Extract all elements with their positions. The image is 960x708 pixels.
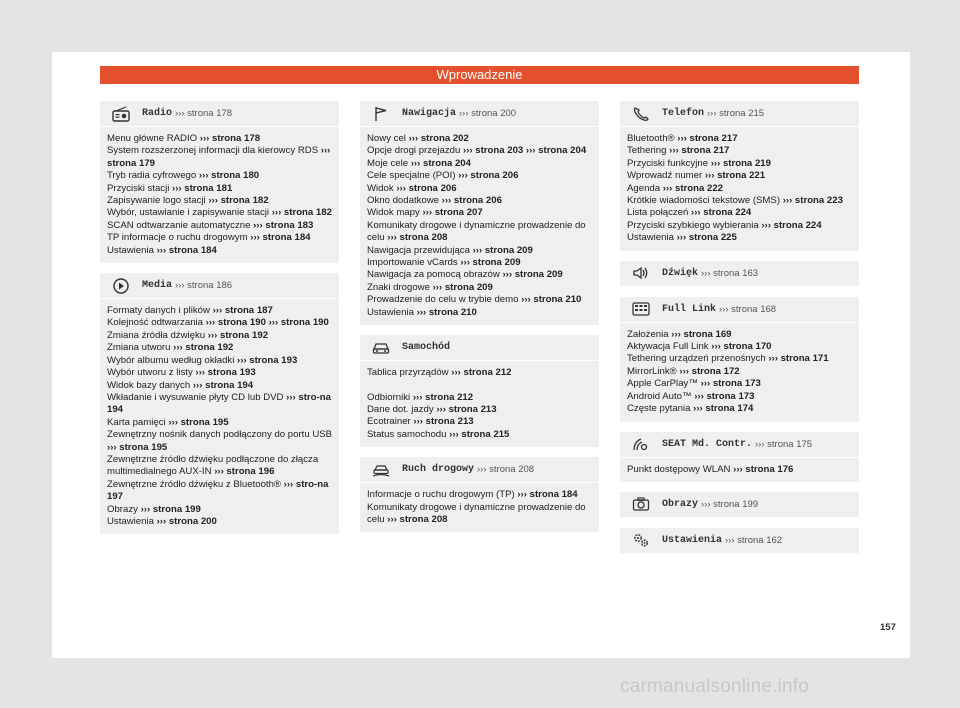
entry-text: Dane dot. jazdy: [367, 403, 437, 415]
settings-icon: [620, 530, 662, 550]
section-title: Obrazy: [662, 498, 699, 510]
section-page-ref[interactable]: ››› strona 208: [477, 464, 535, 476]
section-media: [100, 273, 339, 534]
entry-page-ref[interactable]: ››› strona 196: [214, 466, 275, 478]
index-entry: [627, 220, 853, 232]
index-entry: [107, 429, 333, 454]
section-title: Samochód: [402, 342, 451, 354]
section-header: [620, 101, 859, 127]
entry-page-ref[interactable]: ››› strona 184: [517, 489, 578, 501]
section-samochód: [360, 335, 599, 447]
index-entry: [627, 403, 853, 415]
entry-page-ref[interactable]: ››› strona 195: [168, 416, 229, 428]
entry-page-ref[interactable]: ››› strona 184: [156, 244, 217, 256]
section-header: [620, 432, 859, 458]
sound-icon: [620, 263, 662, 283]
entry-text: Tethering: [627, 145, 670, 157]
entry-text: Wybór, ustawianie i zapisywanie stacji: [107, 207, 272, 219]
entry-text: Status samochodu: [367, 428, 450, 440]
section-page-ref[interactable]: ››› strona 162: [725, 534, 783, 546]
index-entry: [107, 504, 333, 516]
entry-text: Wprowadź numer: [627, 170, 705, 182]
entry-text: Ecotrainer: [367, 416, 414, 428]
section-page-ref[interactable]: ››› strona 175: [755, 438, 813, 450]
entry-page-ref[interactable]: ››› strona 182: [271, 207, 332, 219]
entry-text: Apple CarPlay™: [627, 378, 701, 390]
entry-page-ref[interactable]: ››› strona 206: [441, 195, 502, 207]
section-nawigacja: [360, 101, 599, 325]
index-entry: [367, 195, 593, 207]
page-number: 157: [880, 622, 896, 633]
entry-page-ref[interactable]: ››› strona 204: [410, 157, 471, 169]
index-entry: [107, 145, 333, 170]
entry-page-ref[interactable]: ››› strona 169: [671, 328, 732, 340]
entry-page-ref[interactable]: ››› strona 209: [472, 244, 533, 256]
entry-page-ref[interactable]: ››› strona 213: [413, 416, 474, 428]
seat-connect-icon: [620, 434, 662, 454]
entry-page-ref[interactable]: ››› strona 225: [676, 232, 737, 244]
index-entry: [627, 232, 853, 244]
entry-text: Agenda: [627, 182, 663, 194]
index-entry: [107, 317, 333, 329]
entry-page-ref[interactable]: ››› strona 170: [711, 341, 772, 353]
entry-page-ref[interactable]: ››› strona 200: [156, 515, 217, 527]
entry-text: SCAN odtwarzanie automatyczne: [107, 219, 254, 231]
section-items: [100, 299, 339, 534]
entry-text: Przyciski funkcyjne: [627, 157, 711, 169]
section-header: [620, 297, 859, 323]
entry-text: Zewnętrzny nośnik danych podłączony do portu USB: [107, 429, 333, 441]
entry-text: Widok mapy: [367, 207, 423, 219]
section-telefon: [620, 101, 859, 251]
entry-page-ref[interactable]: ››› strona 181: [172, 182, 233, 194]
entry-page-ref[interactable]: ››› strona 195: [107, 441, 168, 453]
index-entry: [107, 367, 333, 379]
index-entry: [627, 378, 853, 390]
entry-text: Zewnętrzne źródło dźwięku z Bluetooth®: [107, 478, 284, 490]
entry-text: Bluetooth®: [627, 133, 678, 144]
index-entry: [107, 454, 333, 479]
index-entry: [367, 133, 593, 145]
entry-text: Częste pytania: [627, 403, 694, 415]
entry-text: Założenia: [627, 328, 672, 340]
entry-page-ref[interactable]: ››› strona 209: [502, 269, 563, 281]
index-entry: [367, 220, 593, 245]
column-1: [100, 101, 339, 544]
section-title: Media: [142, 280, 173, 292]
index-entry: [367, 502, 593, 527]
entry-page-ref[interactable]: ››› strona 203 ››› strona 204: [463, 145, 587, 157]
entry-text: Zapisywanie logo stacji: [107, 195, 209, 207]
index-entry: [367, 269, 593, 281]
entry-text: Moje cele: [367, 157, 411, 169]
section-page-ref[interactable]: ››› strona 178: [175, 108, 233, 119]
entry-page-ref[interactable]: ››› strona 208: [387, 232, 448, 244]
entry-text: Znaki drogowe: [367, 281, 433, 293]
section-header: [360, 335, 599, 361]
section-header: [100, 101, 339, 127]
section-title: Nawigacja: [402, 108, 457, 119]
entry-page-ref[interactable]: ››› strona 207: [422, 207, 483, 219]
section-items: [360, 483, 599, 532]
entry-page-ref[interactable]: ››› strona 213: [436, 403, 497, 415]
entry-page-ref[interactable]: ››› strona 192: [173, 342, 234, 354]
entry-page-ref[interactable]: ››› strona 217: [669, 145, 730, 157]
entry-page-ref[interactable]: ››› strona 199: [140, 503, 201, 515]
index-entry: [367, 207, 593, 219]
entry-page-ref[interactable]: ››› strona 215: [449, 428, 510, 440]
section-title: Telefon: [662, 108, 705, 119]
entry-page-ref[interactable]: ››› strona 202: [408, 133, 469, 144]
spacer: [367, 380, 593, 392]
entry-page-ref[interactable]: ››› strona 174: [693, 403, 754, 415]
index-entry: [107, 170, 333, 182]
entry-text: Importowanie vCards: [367, 257, 461, 269]
index-entry: [367, 489, 593, 501]
radio-icon: [100, 104, 142, 124]
index-entry: [367, 257, 593, 269]
entry-text: Ustawienia: [367, 306, 417, 318]
index-entry: [107, 516, 333, 528]
index-entry: [107, 220, 333, 232]
entry-text: Wkładanie i wysuwanie płyty CD lub DVD: [107, 391, 287, 403]
entry-text: Krótkie wiadomości tekstowe (SMS): [627, 195, 783, 207]
index-entry: [627, 391, 853, 403]
section-items: [100, 127, 339, 263]
index-entry: [627, 145, 853, 157]
entry-text: Ustawienia: [627, 232, 677, 244]
section-items: [360, 127, 599, 325]
entry-page-ref[interactable]: ››› strona 223: [782, 195, 843, 207]
entry-page-ref[interactable]: ››› strona 193: [237, 354, 298, 366]
index-entry: [627, 353, 853, 365]
watermark: carmanualsonline.info: [620, 676, 810, 697]
entry-text: Zewnętrzne źródło dźwięku podłączone do złącza multimedialnego AUX-IN: [107, 453, 319, 478]
entry-text: Ustawienia: [107, 515, 157, 527]
entry-text: Karta pamięci: [107, 416, 169, 428]
section-header: [620, 528, 859, 554]
section-full-link: [620, 297, 859, 422]
section-header: [360, 101, 599, 127]
section-page-ref[interactable]: ››› strona 199: [701, 498, 759, 510]
index-entry: [107, 207, 333, 219]
index-entry: [107, 479, 333, 504]
index-entry: [107, 232, 333, 244]
entry-text: Menu główne RADIO: [107, 133, 200, 144]
entry-page-ref[interactable]: ››› strona 212: [412, 391, 474, 403]
index-entry: [627, 195, 853, 207]
entry-text: Ustawienia: [107, 244, 157, 256]
entry-page-ref[interactable]: ››› strona 171: [768, 353, 829, 365]
index-entry: [107, 330, 333, 342]
phone-icon: [620, 104, 662, 124]
traffic-icon: [360, 460, 402, 480]
entry-text: Punkt dostępowy WLAN: [627, 463, 734, 475]
entry-text: Prowadzenie do celu w trybie demo: [367, 294, 522, 306]
index-entry: [367, 170, 593, 182]
entry-page-ref[interactable]: ››› stro-na 197: [107, 478, 329, 503]
section-page-ref[interactable]: ››› strona 168: [719, 303, 777, 315]
entry-text: Nawigacja przewidująca: [367, 244, 473, 256]
section-header: [620, 261, 859, 287]
index-entry: [367, 307, 593, 319]
section-header: [100, 273, 339, 299]
entry-text: Aktywacja Full Link: [627, 341, 712, 353]
entry-text: Komunikaty drogowe i dynamiczne prowadzenie do celu: [367, 219, 586, 244]
index-entry: [627, 341, 853, 353]
entry-page-ref[interactable]: ››› strona 194: [192, 379, 254, 391]
entry-text: Okno dodatkowe: [367, 195, 442, 207]
section-title: Radio: [142, 108, 173, 119]
section-radio: [100, 101, 339, 263]
section-ruch-drogowy: [360, 457, 599, 532]
index-entry: [367, 392, 593, 404]
index-entry: [107, 392, 333, 417]
section-header: [360, 457, 599, 483]
section-page-ref[interactable]: ››› strona 186: [175, 280, 233, 292]
entry-page-ref[interactable]: ››› strona 206: [458, 170, 519, 182]
entry-text: Tablica przyrządów: [367, 367, 452, 379]
entry-page-ref[interactable]: ››› strona 210: [416, 306, 477, 318]
index-entry: [107, 195, 333, 207]
entry-page-ref[interactable]: ››› strona 206: [396, 182, 457, 194]
entry-page-ref[interactable]: ››› strona 176: [733, 463, 794, 475]
entry-page-ref[interactable]: ››› strona 219: [710, 157, 771, 169]
section-title: Full Link: [662, 303, 717, 315]
entry-text: Zmiana źródła dźwięku: [107, 329, 208, 341]
entry-page-ref[interactable]: ››› strona 172: [679, 365, 740, 377]
entry-page-ref[interactable]: ››› strona 178: [199, 133, 261, 144]
index-entry: [627, 207, 853, 219]
entry-text: Wybór albumu według okładki: [107, 354, 238, 366]
entry-page-ref[interactable]: ››› strona 210: [521, 294, 582, 306]
index-entry: [627, 170, 853, 182]
entry-page-ref[interactable]: ››› strona 173: [694, 390, 755, 402]
entry-text: Kolejność odtwarzania: [107, 317, 206, 329]
entry-page-ref[interactable]: ››› strona 209: [432, 281, 493, 293]
entry-page-ref[interactable]: ››› strona 179: [107, 145, 331, 169]
index-entry: [367, 416, 593, 428]
index-entry: [367, 404, 593, 416]
section-page-ref[interactable]: ››› strona 163: [701, 267, 759, 279]
entry-page-ref[interactable]: ››› strona 209: [460, 257, 521, 269]
entry-text: Przyciski szybkiego wybierania: [627, 219, 762, 231]
index-entry: [367, 367, 593, 379]
entry-page-ref[interactable]: ››› strona 224: [761, 219, 822, 231]
index-entry: [367, 183, 593, 195]
entry-page-ref[interactable]: ››› strona 183: [253, 219, 314, 231]
section-items: [620, 127, 859, 251]
section-ustawienia: [620, 528, 859, 554]
index-entry: [627, 366, 853, 378]
entry-page-ref[interactable]: ››› strona 224: [691, 207, 752, 219]
index-entry: [107, 342, 333, 354]
section-items: [620, 458, 859, 482]
entry-text: Informacje o ruchu drogowym (TP): [367, 489, 518, 501]
index-entry: [627, 158, 853, 170]
car-icon: [360, 338, 402, 358]
entry-text: Opcje drogi przejazdu: [367, 145, 463, 157]
index-entry: [627, 329, 853, 341]
index-entry: [367, 282, 593, 294]
entry-text: System rozszerzonej informacji dla kierowcy RDS: [107, 145, 321, 157]
column-3: [620, 101, 859, 564]
entry-text: Formaty danych i plików: [107, 305, 213, 317]
index-entry: [107, 417, 333, 429]
entry-page-ref[interactable]: ››› strona 222: [662, 182, 723, 194]
index-entry: [107, 245, 333, 257]
entry-page-ref[interactable]: ››› strona 173: [700, 378, 761, 390]
column-2: [360, 101, 599, 542]
section-seat-md-contr-: [620, 432, 859, 482]
entry-text: Android Auto™: [627, 390, 695, 402]
page-header: Wprowadzenie: [100, 66, 859, 84]
entry-text: Cele specjalne (POI): [367, 170, 459, 182]
index-entry: [627, 183, 853, 195]
entry-text: Tethering urządzeń przenośnych: [627, 353, 769, 365]
section-title: Dźwięk: [662, 267, 699, 279]
entry-text: Nowy cel: [367, 133, 409, 144]
entry-text: MirrorLink®: [627, 365, 680, 377]
index-entry: [367, 429, 593, 441]
full-link-icon: [620, 299, 662, 319]
section-header: [620, 492, 859, 518]
index-entry: [107, 305, 333, 317]
section-dźwięk: [620, 261, 859, 287]
entry-text: Przyciski stacji: [107, 182, 173, 194]
entry-text: Tryb radia cyfrowego: [107, 170, 199, 182]
entry-text: Odbiorniki: [367, 391, 413, 403]
section-items: [620, 323, 859, 422]
entry-page-ref[interactable]: ››› strona 187: [212, 305, 273, 317]
entry-page-ref[interactable]: ››› strona 184: [250, 232, 311, 244]
section-items: [360, 361, 599, 447]
section-obrazy: [620, 492, 859, 518]
index-entry: [367, 245, 593, 257]
play-icon: [100, 276, 142, 296]
entry-page-ref[interactable]: ››› strona 212: [451, 367, 512, 379]
entry-page-ref[interactable]: ››› strona 182: [208, 195, 269, 207]
entry-page-ref[interactable]: ››› strona 180: [198, 170, 260, 182]
section-page-ref[interactable]: ››› strona 200: [459, 108, 517, 119]
entry-page-ref[interactable]: ››› stro-na 194: [107, 391, 331, 416]
entry-page-ref[interactable]: ››› strona 190 ››› strona 190: [205, 317, 329, 329]
entry-page-ref[interactable]: ››› strona 221: [704, 170, 766, 182]
index-entry: [107, 380, 333, 392]
section-title: SEAT Md. Contr.: [662, 438, 753, 450]
section-page-ref[interactable]: ››› strona 215: [707, 108, 765, 119]
index-entry: [627, 133, 853, 145]
entry-page-ref[interactable]: ››› strona 208: [387, 513, 448, 525]
section-title: Ustawienia: [662, 534, 723, 546]
index-entry: [107, 355, 333, 367]
index-entry: [367, 294, 593, 306]
entry-text: Komunikaty drogowe i dynamiczne prowadzenie do celu: [367, 501, 586, 525]
entry-text: Widok bazy danych: [107, 379, 193, 391]
entry-text: Lista połączeń: [627, 207, 691, 219]
entry-text: Wybór utworu z listy: [107, 367, 196, 379]
entry-text: Obrazy: [107, 503, 141, 515]
flag-icon: [360, 104, 402, 124]
entry-page-ref[interactable]: ››› strona 217: [677, 133, 738, 144]
entry-page-ref[interactable]: ››› strona 192: [207, 329, 269, 341]
index-entry: [107, 133, 333, 145]
index-entry: [627, 464, 853, 476]
section-title: Ruch drogowy: [402, 464, 475, 476]
index-entry: [367, 158, 593, 170]
entry-text: Nawigacja za pomocą obrazów: [367, 269, 503, 281]
entry-text: Widok: [367, 182, 397, 194]
entry-text: Zmiana utworu: [107, 342, 174, 354]
index-entry: [107, 183, 333, 195]
entry-page-ref[interactable]: ››› strona 193: [195, 367, 256, 379]
camera-icon: [620, 494, 662, 514]
entry-text: TP informacje o ruchu drogowym: [107, 232, 251, 244]
index-entry: [367, 145, 593, 157]
